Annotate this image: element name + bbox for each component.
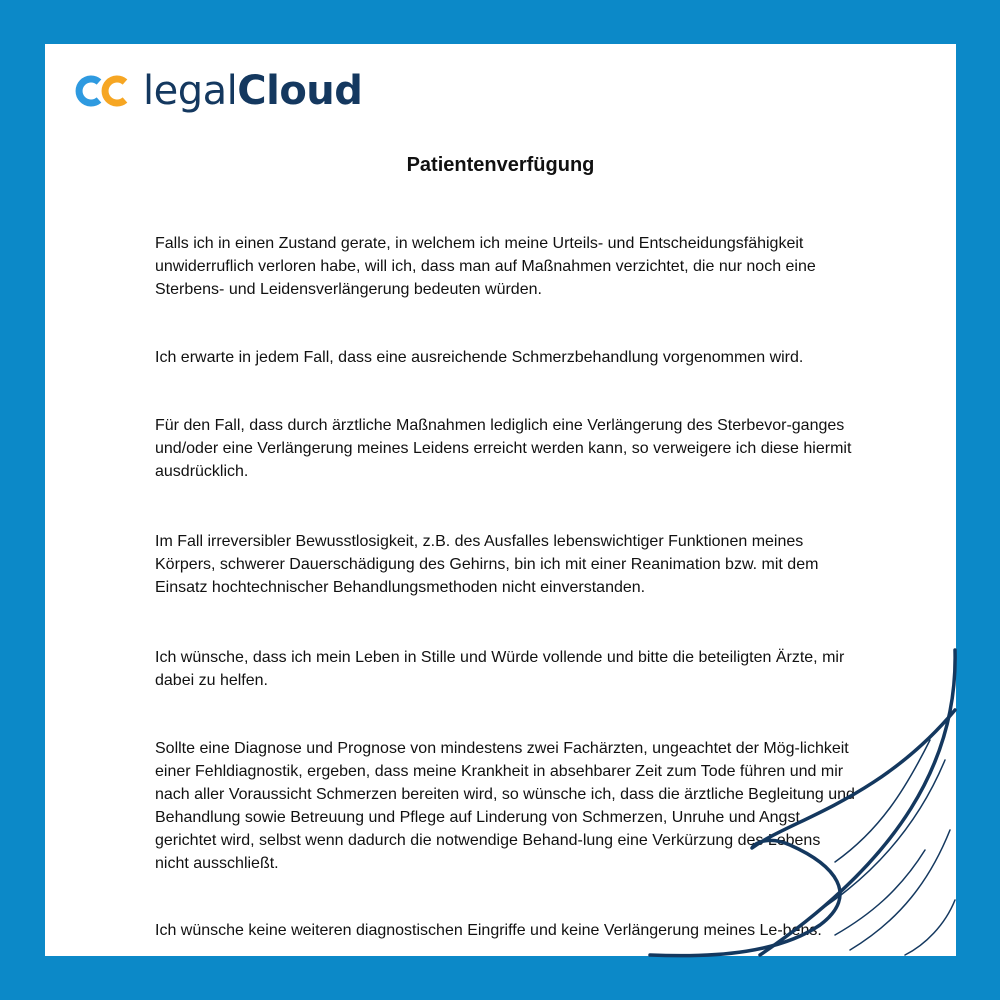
paragraph: Sollte eine Diagnose und Prognose von mindestens zwei Fachärzten, ungeachtet der Mög-lichkeit einer Fehldiagnostik, ergeben, dass meine Krankheit in absehbarer Zeit zum Tode führen und mir nach aller Voraussicht Schmerzen bereiten wird, so wünsche ich, dass die ärztliche Begleitung und Behandlung sowie Betreuung und Pflege auf Linderung von Schmerzen, Unruhe und Angst gerichtet wird, selbst wenn dadurch die notwendige Behand-lung eine Verkürzung des Lebens nicht ausschließt. <box>155 740 855 872</box>
brand-logo <box>75 66 362 116</box>
paragraph: Ich erwarte in jedem Fall, dass eine ausreichende Schmerzbehandlung vorgenommen wird. <box>155 349 804 366</box>
paragraph: Im Fall irreversibler Bewusstlosigkeit, z.B. des Ausfalles lebenswichtiger Funktionen meines Körpers, schwerer Dauerschädigung des Gehirns, bin ich mit einer Reanimation bzw. mit dem Einsatz hochtechnischer Behandlungsmethoden nicht einverstanden. <box>155 533 819 596</box>
brand-name: legalCloud <box>143 68 363 114</box>
paragraph: Ich wünsche keine weiteren diagnostischen Eingriffe und keine Verlängerung meines Le-bens. <box>155 922 822 939</box>
document-page <box>45 44 956 956</box>
paragraph: Falls ich in einen Zustand gerate, in welchem ich meine Urteils- und Entscheidungsfähigkeit unwiderruflich verloren habe, will ich, dass man auf Maßnahmen verzichtet, die nur noch eine Sterbens- und Leidensverlängerung bedeuten würden. <box>155 235 816 298</box>
paragraph: Für den Fall, dass durch ärztliche Maßnahmen lediglich eine Verlängerung des Sterbevor-ganges und/oder eine Verlängerung meines Leidens erreicht werden kann, so verweigere ich diese hiermit ausdrücklich. <box>155 417 852 480</box>
document-title: Patientenverfügung <box>406 154 595 176</box>
legalcloud-logo-icon <box>75 71 133 111</box>
paragraph: Ich wünsche, dass ich mein Leben in Stille und Würde vollende und bitte die beteiligten Ärzte, mir dabei zu helfen. <box>155 649 845 689</box>
